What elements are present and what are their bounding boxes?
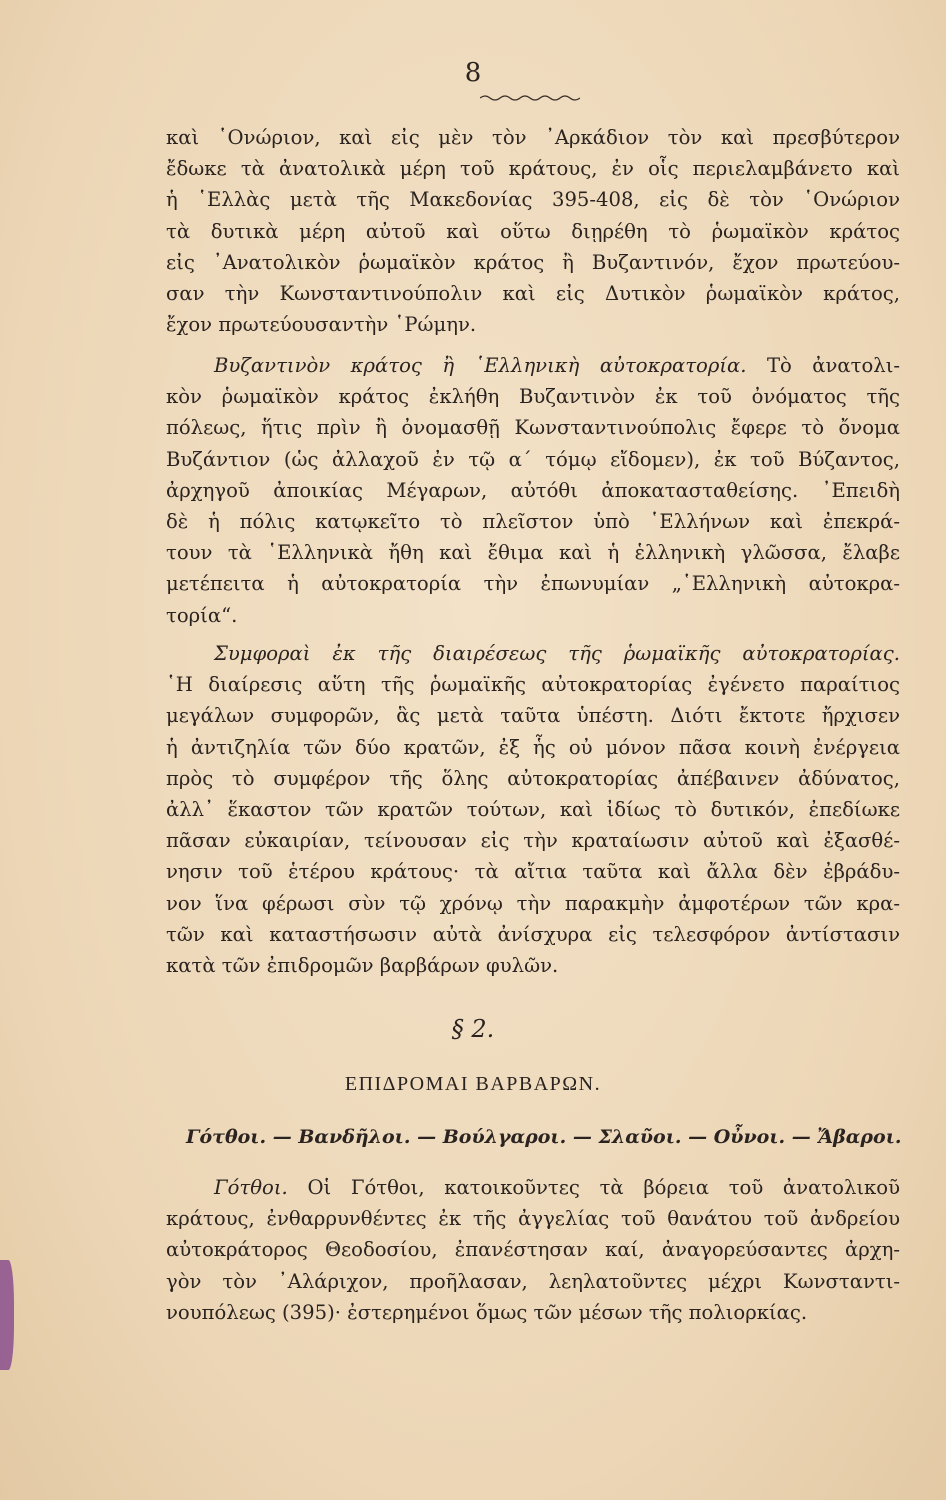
paragraph-3 bbox=[166, 638, 900, 981]
text-fragment: Οἱ Γότθοι, κατοικοῦντες τὰ βόρεια τοῦ ἀνατολικοῦ bbox=[307, 1176, 900, 1199]
text-line: τῶν καὶ καταστήσωσιν αὐτὰ ἀνίσχυρα εἰς τελεσφόρον ἀντίστασιν bbox=[166, 922, 900, 946]
text-line: νουπόλεως (395)· ἐστερημένοι ὅμως τῶν μέσων τῆς πολιορκίας. bbox=[166, 1300, 808, 1324]
text-line: αὐτοκράτορος Θεοδοσίου, ἐπανέστησαν καί, ἀναγορεύσαντες ἀρχη- bbox=[166, 1238, 900, 1262]
text-line: ἔδωκε τὰ ἀνατολικὰ μέρη τοῦ κράτους, ἐν οἷς περιελαμβάνετο καὶ bbox=[166, 157, 900, 181]
text-line: εἰς ᾿Ανατολικὸν ῥωμαϊκὸν κράτος ἢ Βυζαντινόν, ἔχον πρωτεύου- bbox=[166, 250, 900, 274]
text-line: νησιν τοῦ ἑτέρου κράτους· τὰ αἴτια ταῦτα καὶ ἄλλα δὲν ἐβράδυ- bbox=[166, 860, 900, 884]
text-line: πᾶσαν εὐκαιρίαν, τείνουσαν εἰς τὴν κραταίωσιν αὐτοῦ καὶ ἐξασθέ- bbox=[166, 829, 900, 853]
text-line: σαν τὴν Κωνσταντινούπολιν καὶ εἰς Δυτικὸν ῥωμαϊκὸν κράτος, bbox=[166, 282, 900, 306]
text-line: πόλεως, ἥτις πρὶν ἢ ὀνομασθῇ Κωνσταντινούπολις ἔφερε τὸ ὄνομα bbox=[166, 416, 900, 440]
paragraph-4 bbox=[166, 1172, 900, 1328]
text-line: ἔχον πρωτεύουσαντὴν ῾Ρώμην. bbox=[166, 313, 477, 337]
edge-bookmark-stain bbox=[0, 1260, 14, 1370]
text-line: ἀρχηγοῦ ἀποικίας Μέγαρων, αὐτόθι ἀποκατασταθείσης. ᾿Επειδὴ bbox=[166, 478, 900, 502]
text-line: Βυζάντιον (ὡς ἀλλαχοῦ ἐν τῷ α΄ τόμῳ εἴδομεν), ἐκ τοῦ Βύζαντος, bbox=[166, 447, 900, 471]
text-line: γὸν τὸν ᾿Αλάριχον, προῆλασαν, λεηλατοῦντες μέχρι Κωνσταντι- bbox=[166, 1269, 900, 1293]
paragraph-heading: Βυζαντινὸν κράτος ἢ ῾Ελληνικὴ αὐτοκρατορία. bbox=[214, 354, 747, 377]
text-line: κατὰ τῶν ἐπιδρομῶν βαρβάρων φυλῶν. bbox=[166, 954, 559, 978]
text-fragment: Τὸ ἀνατολι- bbox=[766, 354, 900, 377]
text-line: κράτους, ἐνθαρρυνθέντες ἐκ τῆς ἀγγελίας τοῦ θανάτου τοῦ ἀνδρείου bbox=[166, 1207, 900, 1231]
section-subtitle: Γότθοι. — Βανδῆλοι. — Βούλγαροι. — Σλαῦοι. — Οὖνοι. — Ἄβαροι. bbox=[186, 1126, 902, 1148]
text-line: τορία“. bbox=[166, 603, 238, 627]
text-line: νον ἵνα φέρωσι σὺν τῷ χρόνῳ τὴν παρακμὴν ἀμφοτέρων τῶν κρα- bbox=[166, 891, 900, 915]
text-line: μεγάλων συμφορῶν, ἃς μετὰ ταῦτα ὑπέστη. Διότι ἔκτοτε ἤρχισεν bbox=[166, 704, 900, 728]
page-number: 8 bbox=[464, 58, 482, 88]
paragraph-2 bbox=[166, 350, 900, 631]
text-line: ἡ ῾Ελλὰς μετὰ τῆς Μακεδονίας 395-408, εἰς δὲ τὸν ῾Ονώριον bbox=[166, 188, 900, 212]
text-line: καὶ ῾Ονώριον, καὶ εἰς μὲν τὸν ᾿Αρκάδιον τὸν καὶ πρεσβύτερον bbox=[166, 126, 900, 149]
text-line: κὸν ῥωμαϊκὸν κράτος ἐκλήθη Βυζαντινὸν ἐκ τοῦ ὀνόματος τῆς bbox=[166, 385, 900, 409]
section-title: ΕΠΙΔΡΟΜΑΙ ΒΑΡΒΑΡΩΝ. bbox=[344, 1073, 602, 1095]
text-line: τουν τὰ ῾Ελληνικὰ ἤθη καὶ ἔθιμα καὶ ἡ ἑλληνικὴ γλῶσσα, ἔλαβε bbox=[166, 541, 900, 565]
text-line: ἀλλ᾿ ἕκαστον τῶν κρατῶν τούτων, καὶ ἰδίως τὸ δυτικόν, ἐπεδίωκε bbox=[166, 798, 900, 822]
paragraph-1 bbox=[166, 122, 900, 340]
paragraph-first-line bbox=[166, 350, 900, 381]
text-line: πρὸς τὸ συμφέρον τῆς ὅλης αὐτοκρατορίας ἀπέβαινεν ἀδύνατος, bbox=[166, 766, 900, 790]
wavy-ornament bbox=[480, 94, 580, 102]
paragraph-first-line bbox=[166, 1172, 900, 1203]
text-line: ἡ ἀντιζηλία τῶν δύο κρατῶν, ἐξ ἧς οὐ μόνον πᾶσα κοινὴ ἐνέργεια bbox=[166, 735, 900, 759]
text-line: δὲ ἡ πόλις κατῳκεῖτο τὸ πλεῖστον ὑπὸ ῾Ελλήνων καὶ ἐπεκρά- bbox=[166, 510, 900, 534]
text-line: ῾Η διαίρεσις αὕτη τῆς ῥωμαϊκῆς αὐτοκρατορίας ἐγένετο παραίτιος bbox=[166, 673, 900, 697]
paragraph-heading: Γότθοι. bbox=[214, 1176, 288, 1199]
text-line: τὰ δυτικὰ μέρη αὐτοῦ καὶ οὕτω διῃρέθη τὸ ῥωμαϊκὸν κράτος bbox=[166, 219, 900, 243]
paragraph-heading: Συμφοραὶ ἐκ τῆς διαιρέσεως τῆς ῥωμαϊκῆς αὐτοκρατορίας. bbox=[214, 642, 900, 665]
section-number: § 2. bbox=[451, 1015, 495, 1043]
text-line: μετέπειτα ἡ αὐτοκρατορία τὴν ἐπωνυμίαν „῾Ελληνικὴ αὐτοκρα- bbox=[166, 572, 900, 596]
